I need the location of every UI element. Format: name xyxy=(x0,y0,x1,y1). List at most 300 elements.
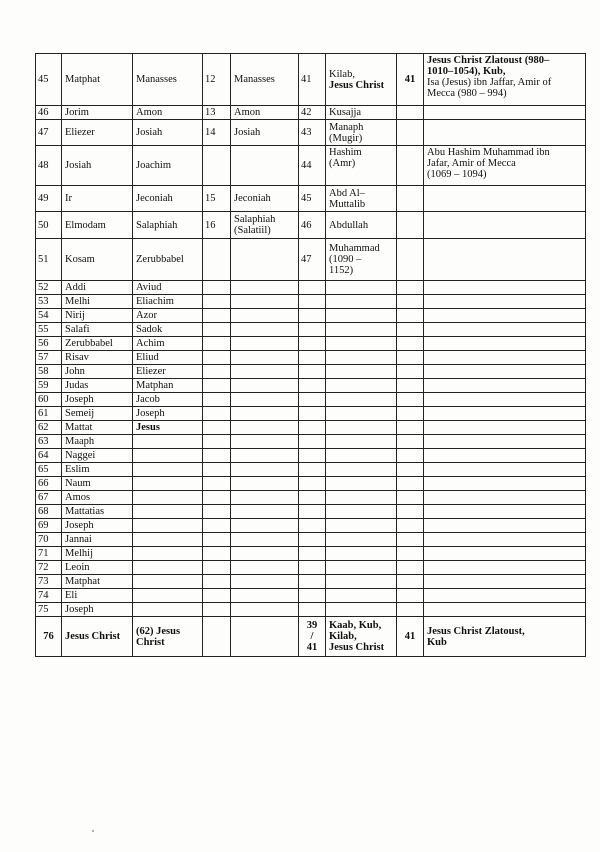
cell-name-c xyxy=(231,575,299,589)
cell-name-d xyxy=(326,477,397,491)
cell-index-c xyxy=(299,617,326,657)
cell-name-e xyxy=(424,491,586,505)
cell-name-c xyxy=(231,519,299,533)
cell-name-d xyxy=(326,146,397,186)
cell-name-e xyxy=(424,575,586,589)
cell-name-c xyxy=(231,491,299,505)
cell-line: Jesus Christ xyxy=(329,79,385,91)
cell-name-c xyxy=(231,463,299,477)
cell-name-d xyxy=(326,463,397,477)
cell-name-c xyxy=(231,449,299,463)
cell-index-c: 44 xyxy=(299,146,326,186)
cell-index-c: 45 xyxy=(299,186,326,212)
cell-name-e xyxy=(424,449,586,463)
cell-index-d xyxy=(397,561,424,575)
cell-index-b xyxy=(203,309,231,323)
cell-name-d xyxy=(326,421,397,435)
cell-name-b xyxy=(133,491,203,505)
cell-index-c xyxy=(299,561,326,575)
cell-index-a: 61 xyxy=(36,407,62,421)
cell-name-a: Semeij xyxy=(62,407,133,421)
cell-index-d xyxy=(397,337,424,351)
cell-line: (1090 – xyxy=(329,254,362,265)
table-row xyxy=(36,295,586,309)
cell-index-d xyxy=(397,589,424,603)
cell-name-c xyxy=(231,603,299,617)
cell-name-d xyxy=(326,365,397,379)
cell-index-a: 58 xyxy=(36,365,62,379)
cell-index-a: 45 xyxy=(36,54,62,106)
cell-name-c: Manasses xyxy=(231,54,299,106)
cell-line: (1069 – 1094) xyxy=(427,169,487,180)
cell-index-a: 64 xyxy=(36,449,62,463)
cell-name-c xyxy=(231,379,299,393)
table-row xyxy=(36,186,586,212)
table-row xyxy=(36,351,586,365)
cell-index-c xyxy=(299,603,326,617)
cell-name-e xyxy=(424,617,586,657)
cell-index-d xyxy=(397,365,424,379)
table-row xyxy=(36,435,586,449)
cell-index-c xyxy=(299,589,326,603)
cell-name-d xyxy=(326,337,397,351)
cell-name-d xyxy=(326,519,397,533)
cell-name-e xyxy=(424,309,586,323)
cell-name-e xyxy=(424,54,586,106)
cell-index-a: 76 xyxy=(36,617,62,657)
cell-name-e xyxy=(424,603,586,617)
table-row xyxy=(36,575,586,589)
cell-line: (Mugir) xyxy=(329,132,363,144)
cell-name-e xyxy=(424,379,586,393)
cell-name-d xyxy=(326,351,397,365)
cell-name-a: Josiah xyxy=(62,146,133,186)
cell-name-c xyxy=(231,435,299,449)
cell-name-c: Amon xyxy=(231,106,299,120)
cell-name-d xyxy=(326,54,397,106)
cell-index-b xyxy=(203,477,231,491)
cell-index-c xyxy=(299,547,326,561)
cell-name-b: Azor xyxy=(133,309,203,323)
cell-name-e xyxy=(424,337,586,351)
cell-name-b xyxy=(133,617,203,657)
cell-index-b xyxy=(203,146,231,186)
cell-index-a: 69 xyxy=(36,519,62,533)
cell-name-d xyxy=(326,295,397,309)
cell-index-a: 60 xyxy=(36,393,62,407)
cell-name-a: Elmodam xyxy=(62,212,133,239)
cell-index-a: 63 xyxy=(36,435,62,449)
cell-index-b xyxy=(203,407,231,421)
cell-index-c: 41 xyxy=(299,54,326,106)
cell-name-e xyxy=(424,212,586,239)
cell-name-b: Amon xyxy=(133,106,203,120)
cell-name-d xyxy=(326,575,397,589)
cell-name-a: Addi xyxy=(62,281,133,295)
cell-name-c xyxy=(231,421,299,435)
cell-name-c xyxy=(231,351,299,365)
cell-index-b xyxy=(203,463,231,477)
cell-index-c xyxy=(299,337,326,351)
cell-index-c xyxy=(299,491,326,505)
cell-name-e xyxy=(424,281,586,295)
cell-name-c xyxy=(231,212,299,239)
cell-index-d xyxy=(397,351,424,365)
cell-name-b xyxy=(133,561,203,575)
cell-index-c xyxy=(299,379,326,393)
cell-name-a: Kosam xyxy=(62,239,133,281)
cell-index-b xyxy=(203,449,231,463)
cell-line: 1152) xyxy=(329,265,354,276)
cell-name-a: Leoin xyxy=(62,561,133,575)
cell-name-a: Eslim xyxy=(62,463,133,477)
table-row xyxy=(36,337,586,351)
cell-line: (62) Jesus xyxy=(136,625,181,637)
cell-index-a: 74 xyxy=(36,589,62,603)
cell-name-b xyxy=(133,477,203,491)
cell-name-c xyxy=(231,365,299,379)
cell-index-b xyxy=(203,281,231,295)
cell-index-a: 66 xyxy=(36,477,62,491)
cell-index-c: 46 xyxy=(299,212,326,239)
cell-line: / xyxy=(310,631,314,642)
cell-name-e xyxy=(424,589,586,603)
cell-index-b xyxy=(203,491,231,505)
table-row xyxy=(36,146,586,186)
table-row xyxy=(36,309,586,323)
cell-name-e xyxy=(424,407,586,421)
cell-name-d: Kusajja xyxy=(326,106,397,120)
cell-index-c: 42 xyxy=(299,106,326,120)
cell-name-b xyxy=(133,603,203,617)
table-row xyxy=(36,617,586,657)
cell-name-c xyxy=(231,281,299,295)
cell-name-b: Eliud xyxy=(133,351,203,365)
cell-name-a: Mattatias xyxy=(62,505,133,519)
cell-index-b xyxy=(203,337,231,351)
cell-line: Christ xyxy=(136,636,165,648)
cell-name-e xyxy=(424,146,586,186)
cell-name-c xyxy=(231,323,299,337)
cell-name-d xyxy=(326,435,397,449)
cell-index-d xyxy=(397,295,424,309)
cell-name-a: Jannai xyxy=(62,533,133,547)
cell-name-a: Naum xyxy=(62,477,133,491)
cell-name-c xyxy=(231,393,299,407)
cell-index-d xyxy=(397,449,424,463)
cell-index-d: 41 xyxy=(397,54,424,106)
cell-index-a: 68 xyxy=(36,505,62,519)
cell-name-b: Achim xyxy=(133,337,203,351)
cell-index-a: 59 xyxy=(36,379,62,393)
cell-name-d xyxy=(326,449,397,463)
cell-name-a: John xyxy=(62,365,133,379)
cell-index-c: 43 xyxy=(299,120,326,146)
cell-name-e xyxy=(424,239,586,281)
table-row xyxy=(36,463,586,477)
cell-name-e xyxy=(424,505,586,519)
cell-name-b xyxy=(133,547,203,561)
cell-index-a: 56 xyxy=(36,337,62,351)
cell-line: 1010–1054), Kub, xyxy=(427,66,506,77)
cell-name-d xyxy=(326,561,397,575)
cell-name-d xyxy=(326,533,397,547)
cell-index-b: 15 xyxy=(203,186,231,212)
cell-name-d xyxy=(326,281,397,295)
cell-name-e xyxy=(424,421,586,435)
cell-name-a: Melhij xyxy=(62,547,133,561)
cell-name-c xyxy=(231,547,299,561)
cell-index-b: 13 xyxy=(203,106,231,120)
cell-line: Abd Al– xyxy=(329,187,365,199)
cell-index-b xyxy=(203,589,231,603)
cell-index-d xyxy=(397,463,424,477)
cell-name-c xyxy=(231,407,299,421)
cell-index-d: 41 xyxy=(397,617,424,657)
cell-index-c xyxy=(299,505,326,519)
cell-name-a: Jorim xyxy=(62,106,133,120)
cell-index-d xyxy=(397,186,424,212)
cell-name-d xyxy=(326,603,397,617)
table-row xyxy=(36,379,586,393)
cell-index-b xyxy=(203,533,231,547)
table-row xyxy=(36,589,586,603)
table-row xyxy=(36,519,586,533)
cell-index-b xyxy=(203,435,231,449)
cell-name-a: Eli xyxy=(62,589,133,603)
cell-index-d xyxy=(397,379,424,393)
cell-name-b: Sadok xyxy=(133,323,203,337)
cell-name-c xyxy=(231,309,299,323)
cell-name-b xyxy=(133,519,203,533)
cell-name-c: Jeconiah xyxy=(231,186,299,212)
cell-name-d xyxy=(326,505,397,519)
cell-line: Manaph xyxy=(329,121,364,133)
cell-name-c xyxy=(231,533,299,547)
cell-index-d xyxy=(397,309,424,323)
cell-index-b xyxy=(203,617,231,657)
table-row xyxy=(36,477,586,491)
cell-line: Mecca (980 – 994) xyxy=(427,88,507,99)
cell-name-e xyxy=(424,295,586,309)
table-row xyxy=(36,505,586,519)
table-row xyxy=(36,407,586,421)
table-row xyxy=(36,491,586,505)
cell-name-a: Naggei xyxy=(62,449,133,463)
cell-index-c: 47 xyxy=(299,239,326,281)
cell-name-a: Salafi xyxy=(62,323,133,337)
cell-name-e xyxy=(424,365,586,379)
cell-name-a: Zerubbabel xyxy=(62,337,133,351)
cell-index-d xyxy=(397,212,424,239)
cell-name-c xyxy=(231,589,299,603)
cell-index-d xyxy=(397,519,424,533)
cell-index-b xyxy=(203,239,231,281)
cell-index-b xyxy=(203,575,231,589)
cell-index-a: 71 xyxy=(36,547,62,561)
cell-name-a: Risav xyxy=(62,351,133,365)
cell-line: Kilab, xyxy=(329,631,357,642)
table-row xyxy=(36,323,586,337)
cell-line: Kilab, xyxy=(329,68,355,80)
cell-line: Salaphiah xyxy=(234,214,276,225)
cell-name-c xyxy=(231,239,299,281)
cell-index-b xyxy=(203,295,231,309)
cell-line: Abu Hashim Muhammad ibn xyxy=(427,147,550,158)
table-row xyxy=(36,449,586,463)
cell-name-b xyxy=(133,533,203,547)
cell-index-d xyxy=(397,547,424,561)
cell-index-d xyxy=(397,505,424,519)
cell-index-d xyxy=(397,435,424,449)
cell-index-a: 62 xyxy=(36,421,62,435)
cell-index-d xyxy=(397,393,424,407)
cell-index-c xyxy=(299,309,326,323)
cell-name-e xyxy=(424,186,586,212)
cell-index-a: 73 xyxy=(36,575,62,589)
cell-line: Jafar, Amir of Mecca xyxy=(427,158,516,169)
cell-index-a: 54 xyxy=(36,309,62,323)
cell-index-d xyxy=(397,421,424,435)
table-row xyxy=(36,533,586,547)
cell-name-c xyxy=(231,561,299,575)
cell-line: Kub xyxy=(427,636,447,648)
cell-name-b: Joachim xyxy=(133,146,203,186)
cell-name-b: Jesus xyxy=(133,421,203,435)
cell-index-b: 16 xyxy=(203,212,231,239)
table-row xyxy=(36,365,586,379)
cell-index-c xyxy=(299,365,326,379)
cell-name-e xyxy=(424,351,586,365)
table-row xyxy=(36,603,586,617)
cell-index-a: 49 xyxy=(36,186,62,212)
cell-index-a: 75 xyxy=(36,603,62,617)
cell-index-a: 65 xyxy=(36,463,62,477)
cell-index-a: 52 xyxy=(36,281,62,295)
table-body xyxy=(36,54,586,657)
cell-name-b: Aviud xyxy=(133,281,203,295)
cell-line: Jesus Christ Zlatoust (980– xyxy=(427,55,550,66)
cell-name-b xyxy=(133,449,203,463)
cell-name-e xyxy=(424,393,586,407)
cell-name-d xyxy=(326,617,397,657)
cell-name-b xyxy=(133,589,203,603)
cell-name-b: Josiah xyxy=(133,120,203,146)
cell-line: Kaab, Kub, xyxy=(329,620,382,631)
cell-index-c xyxy=(299,435,326,449)
cell-name-e xyxy=(424,435,586,449)
cell-name-d xyxy=(326,309,397,323)
cell-name-a: Eliezer xyxy=(62,120,133,146)
table-row xyxy=(36,212,586,239)
cell-line: Muhammad xyxy=(329,243,380,254)
cell-name-e xyxy=(424,533,586,547)
cell-index-d xyxy=(397,106,424,120)
cell-name-b: Eliachim xyxy=(133,295,203,309)
cell-name-a: Matphat xyxy=(62,54,133,106)
cell-index-d xyxy=(397,146,424,186)
cell-name-e xyxy=(424,477,586,491)
cell-index-c xyxy=(299,323,326,337)
cell-index-b xyxy=(203,323,231,337)
cell-index-c xyxy=(299,281,326,295)
cell-index-b xyxy=(203,351,231,365)
cell-name-d xyxy=(326,186,397,212)
cell-index-d xyxy=(397,533,424,547)
cell-name-d xyxy=(326,120,397,146)
cell-name-c xyxy=(231,295,299,309)
cell-name-e xyxy=(424,323,586,337)
cell-index-c xyxy=(299,295,326,309)
cell-name-d xyxy=(326,323,397,337)
cell-name-a: Joseph xyxy=(62,519,133,533)
cell-index-b xyxy=(203,547,231,561)
cell-name-b xyxy=(133,505,203,519)
cell-name-e xyxy=(424,120,586,146)
cell-index-a: 72 xyxy=(36,561,62,575)
cell-name-a: Amos xyxy=(62,491,133,505)
cell-name-b: Eliezer xyxy=(133,365,203,379)
cell-index-a: 67 xyxy=(36,491,62,505)
cell-name-e xyxy=(424,519,586,533)
cell-line: 41 xyxy=(306,642,318,653)
cell-index-d xyxy=(397,239,424,281)
cell-index-d xyxy=(397,323,424,337)
cell-name-a: Jesus Christ xyxy=(62,617,133,657)
cell-index-a: 57 xyxy=(36,351,62,365)
table-row xyxy=(36,54,586,106)
cell-index-b: 14 xyxy=(203,120,231,146)
cell-name-d xyxy=(326,393,397,407)
cell-index-b: 12 xyxy=(203,54,231,106)
cell-line: 39 xyxy=(306,620,318,631)
cell-name-b: Salaphiah xyxy=(133,212,203,239)
table-row xyxy=(36,421,586,435)
cell-index-c xyxy=(299,421,326,435)
cell-name-d xyxy=(326,407,397,421)
cell-name-a: Mattat xyxy=(62,421,133,435)
cell-name-c xyxy=(231,477,299,491)
cell-name-a: Melhi xyxy=(62,295,133,309)
table-row xyxy=(36,393,586,407)
table-row xyxy=(36,239,586,281)
table-row xyxy=(36,106,586,120)
cell-index-d xyxy=(397,407,424,421)
cell-name-c xyxy=(231,505,299,519)
cell-name-d xyxy=(326,491,397,505)
cell-index-a: 53 xyxy=(36,295,62,309)
cell-index-a: 70 xyxy=(36,533,62,547)
cell-index-b xyxy=(203,519,231,533)
cell-name-a: Maaph xyxy=(62,435,133,449)
cell-index-b xyxy=(203,603,231,617)
cell-index-b xyxy=(203,505,231,519)
cell-index-a: 51 xyxy=(36,239,62,281)
cell-name-b xyxy=(133,435,203,449)
cell-name-a: Ir xyxy=(62,186,133,212)
cell-line: (Amr) xyxy=(329,158,356,169)
cell-index-c xyxy=(299,393,326,407)
cell-name-d xyxy=(326,239,397,281)
cell-name-c xyxy=(231,146,299,186)
cell-name-a: Matphat xyxy=(62,575,133,589)
cell-line: Isa (Jesus) ibn Jaffar, Amir of xyxy=(427,77,552,88)
cell-name-d: Abdullah xyxy=(326,212,397,239)
cell-name-c xyxy=(231,617,299,657)
cell-index-b xyxy=(203,365,231,379)
cell-index-b xyxy=(203,393,231,407)
cell-name-b: Zerubbabel xyxy=(133,239,203,281)
